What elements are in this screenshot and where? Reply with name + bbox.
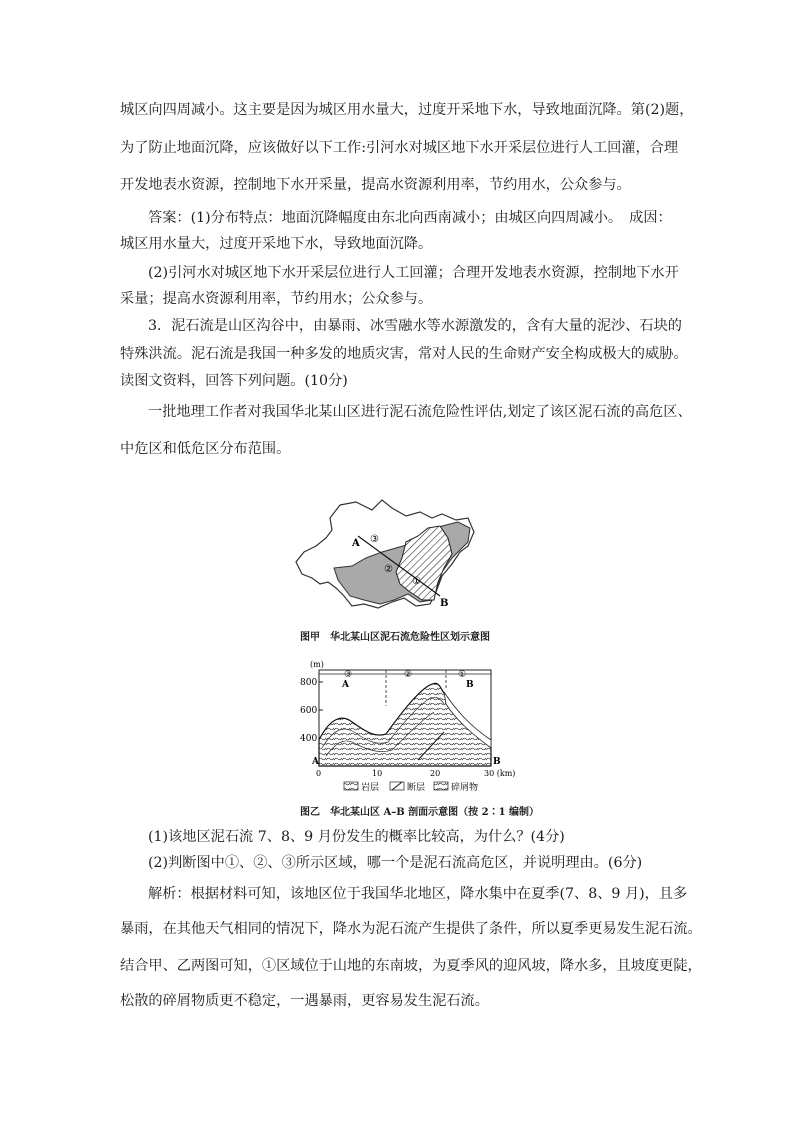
answer-line: 答案：(1)分布特点：地面沉降幅度由东北向西南减小；由城区向四周减小。 成因： [148, 210, 672, 226]
subquestion-1: (1)该地区泥石流 7、8、9 月份发生的概率比较高，为什么？(4分) [148, 829, 565, 845]
legend-debris: 碎屑物 [451, 783, 479, 793]
x-tick-label: 30 (km) [484, 769, 516, 778]
analysis-line: 解析：根据材料可知，该地区位于我国华北地区，降水集中在夏季(7、8、9 月)，且多 [148, 886, 688, 902]
subquestion-2: (2)判断图中①、②、③所示区域，哪一个是泥石流高危区，并说明理由。(6分) [148, 855, 643, 871]
section-bottom-b: B [493, 757, 501, 767]
analysis-line: 松散的碎屑物质更不稳定，一遇暴雨，更容易发生泥石流。 [120, 993, 489, 1009]
y-unit: (m) [310, 660, 324, 669]
question-line: 读图文资料，回答下列问题。(10分) [120, 373, 348, 389]
answer-line: 采量；提高水资源利用率，节约用水；公众参与。 [120, 291, 433, 307]
answer-line: 城区用水量大，过度开采地下水，导致地面沉降。 [120, 236, 433, 252]
x-tick-label: 20 [430, 769, 441, 778]
text-line: 城区向四周减小。这主要是因为城区用水量大，过度开采地下水，导致地面沉降。第(2)题， [120, 102, 694, 118]
text-line: 为了防止地面沉降，应该做好以下工作:引河水对城区地下水开采层位进行人工回灌，合理 [120, 140, 679, 156]
answer-line: (2)引河水对城区地下水开采层位进行人工回灌；合理开发地表水资源，控制地下水开 [148, 265, 679, 281]
zone-label-2: ② [404, 670, 413, 680]
analysis-line: 暴雨，在其他天气相同的情况下，降水为泥石流产生提供了条件，所以夏季更易发生泥石流。 [120, 921, 702, 937]
map-label-zone1: ① [412, 576, 421, 587]
question-line: 3．泥石流是山区沟谷中，由暴雨、冰雪融水等水源激发的，含有大量的泥沙、石块的 [148, 318, 682, 334]
hazard-zone-map [292, 496, 492, 616]
zone-label-3: ③ [344, 670, 353, 680]
section-top-a: A [342, 680, 349, 690]
x-tick-label: 0 [316, 769, 322, 778]
y-tick-label: 800 [300, 678, 318, 688]
section-top-b: B [466, 680, 474, 690]
x-tick-label: 10 [372, 769, 383, 778]
material-line: 一批地理工作者对我国华北某山区进行泥石流危险性评估,划定了该区泥石流的高危区、 [148, 404, 692, 420]
zone-label-1: ① [458, 670, 467, 680]
figure2-caption: 图乙 华北某山区 A–B 剖面示意图（按 2∶1 编制） [300, 807, 540, 818]
y-tick-label: 600 [300, 706, 318, 716]
text-line: 开发地表水资源，控制地下水开采量，提高水资源利用率，节约用水，公众参与。 [120, 177, 631, 193]
legend-fault: 断层 [407, 783, 426, 793]
material-line: 中危区和低危区分布范围。 [120, 441, 291, 457]
y-tick-label: 400 [300, 734, 318, 744]
cross-section-chart [286, 656, 516, 801]
question-line: 特殊洪流。泥石流是我国一种多发的地质灾害，常对人民的生命财产安全构成极大的威胁。 [120, 346, 688, 362]
section-bottom-a: A [312, 757, 319, 767]
map-label-zone3: ③ [370, 534, 379, 545]
figure1-caption: 图甲 华北某山区泥石流危险性区划示意图 [300, 632, 490, 643]
map-label-zone2: ② [384, 564, 393, 575]
map-label-b: B [440, 598, 449, 609]
map-label-a: A [352, 538, 360, 549]
legend-strata: 岩层 [361, 783, 380, 793]
analysis-line: 结合甲、乙两图可知，①区域位于山地的东南坡，为夏季风的迎风坡，降水多，且坡度更陡， [120, 958, 702, 974]
